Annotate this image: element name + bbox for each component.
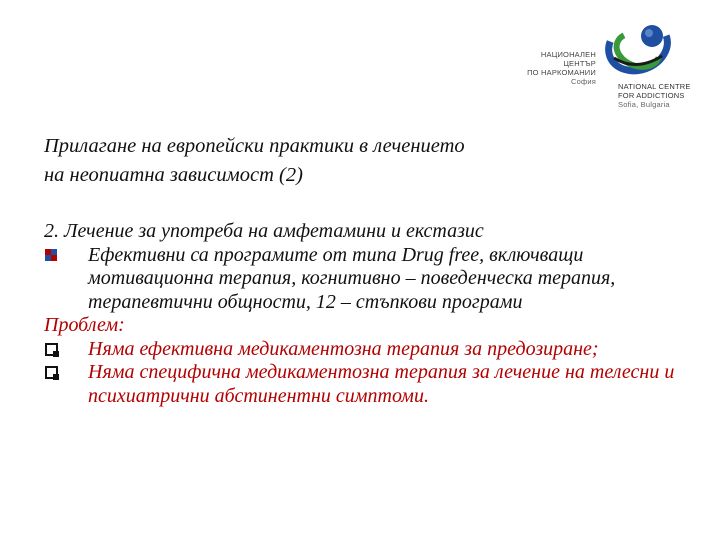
- logo-en-city: Sofia, Bulgaria: [618, 100, 670, 109]
- problem-text-2: Няма специфична медикаментозна терапия за лечение на телесни и психиатрични абстинентни симптоми.: [88, 361, 675, 407]
- logo-en-line2: FOR ADDICTIONS: [618, 91, 685, 100]
- square-checkbox-icon: [44, 342, 60, 358]
- organization-logo: [508, 10, 708, 125]
- square-checkbox-icon: [44, 365, 60, 381]
- list-item: [44, 338, 694, 362]
- title-line-2: на неопиатна зависимост (2): [44, 164, 303, 186]
- logo-bg-line2: ПО НАРКОМАНИИ: [527, 68, 596, 77]
- problem-text-1: Няма ефективна медикаментозна терапия за предозиране;: [88, 337, 599, 360]
- bullet-text: Ефективни са програмите от типа Drug free, включващи мотивационна терапия, когнитивно – поведенческа терапия, терапевтични общности, 12 – стъпкови програми: [88, 243, 616, 313]
- list-item: [44, 361, 694, 408]
- logo-bulgarian-text: [508, 50, 596, 86]
- title-line-1: Прилагане на европейски практики в лечението: [44, 135, 465, 157]
- section-heading: 2. Лечение за употреба на амфетамини и екстазис: [44, 220, 484, 242]
- slide-title: [44, 132, 684, 190]
- globe-logo-icon: [596, 10, 681, 80]
- logo-en-line1: NATIONAL CENTRE: [618, 82, 691, 91]
- logo-bg-city: София: [570, 77, 596, 86]
- logo-english-text: [618, 82, 708, 109]
- checkbox-icon: [44, 248, 58, 262]
- logo-bg-line1: НАЦИОНАЛЕН ЦЕНТЪР: [540, 50, 596, 68]
- slide-content: [44, 220, 694, 408]
- list-item: [44, 244, 694, 315]
- problem-label: Проблем:: [44, 314, 125, 336]
